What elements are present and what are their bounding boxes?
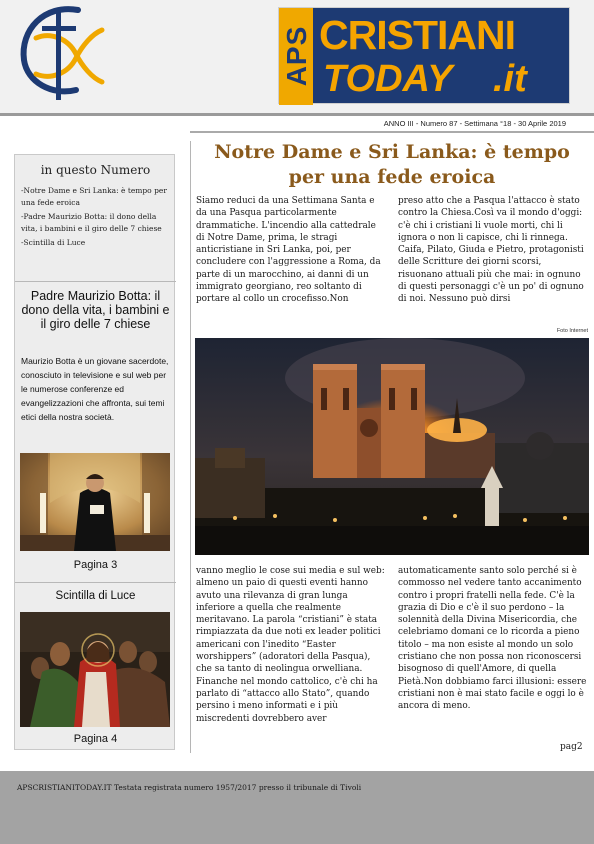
brand-line-1: CRISTIANI (319, 12, 515, 58)
toc-heading: in questo Numero (40, 163, 151, 177)
toc-item[interactable]: -Notre Dame e Sri Lanka: è tempo per una fede eroica (21, 186, 167, 207)
sidebar (14, 154, 175, 750)
feature-page-botta[interactable]: Pagina 3 (73, 559, 118, 571)
article-column-2-top: preso atto che a Pasqua l'attacco è stato contro la Chiesa.Così va il mondo d'oggi: c'è chi i cristiani li vuole morti, chi li ignora o non li capisce, chi li rinnega. Caifa, Pilato, Giuda e Pietro, protagonisti delle Scritture dei giorni scorsi, risuonano attuali più che mai: in ognuno di questi personaggi c'è un po' di ognuno di noi. Nessuno può dirsi (398, 196, 584, 305)
feature-title-botta[interactable]: Padre Maurizio Botta: il dono della vita, i bambini e il giro delle 7 chiese (21, 289, 170, 331)
article-column-2-bottom: automaticamente santo solo perché si è commosso nel vedere tanto accanimento contro i propri fratelli nella fede. C'è la grazia di Dio e c'è il suo perdono – la solennità della Divina Misericordia, che celebriamo domani ce lo ricorda a pieno titolo – ma non esiste al mondo un solo cristiano che non possa non riconoscersi bisognoso di quell'Amore, di quella Pietà.Non dobbiamo farci illusioni: essere cristiani non è mai stato facile e oggi lo è ancora di meno. (398, 566, 587, 712)
sidebar-divider (15, 582, 176, 583)
notre-dame-fire-photo (195, 338, 589, 555)
brand-masthead (278, 7, 570, 104)
footer-registration: APSCRISTIANITODAY.IT Testata registrata numero 1957/2017 presso il tribunale di Tivoli (17, 783, 362, 792)
masthead-header (0, 0, 594, 116)
feature-page-scintilla[interactable]: Pagina 4 (73, 733, 118, 745)
footer (0, 771, 594, 844)
toc-list (21, 185, 173, 251)
sidebar-divider (15, 281, 176, 282)
header-divider (0, 113, 594, 116)
article-column-1-bottom: vanno meglio le cose sui media e sul web: almeno un paio di questi eventi hanno avuto una rilevanza di gran lunga inferiore a quella che realmente meritavano. La parola “cristiani” è stata rimpiazzata da due noti ex leader politici americani con l'inedito “Easter worshippers” (adoratori della Pasqua), che sa tanto di neolingua orwelliana. Finanche nel mondo cattolico, c'è chi ha parlato di “attacco allo Stato”, quando persino i meno informati e i più miscredenti dovrebbero aver (196, 566, 385, 724)
brand-prefix: APS (281, 25, 312, 87)
feature-title-scintilla[interactable]: Scintilla di Luce (55, 590, 136, 602)
continued-page-link[interactable]: pag2 (560, 742, 583, 752)
priest-photo (20, 453, 170, 551)
fish-cross-logo-icon (16, 4, 108, 104)
article-headline: Notre Dame e Sri Lanka: è tempo per una fede eroica (214, 141, 570, 188)
jesus-painting (20, 612, 170, 727)
feature-summary-botta: Maurizio Botta è un giovane sacerdote, conosciuto in televisione e sul web per le numerose conferenze ed evangelizzazioni che affronta, sui temi etici della nostra società. (21, 356, 169, 422)
aps-band (279, 8, 313, 105)
issue-divider (190, 131, 594, 133)
toc-item[interactable]: -Padre Maurizio Botta: il dono della vita, i bambini e il giro delle 7 chiese (21, 212, 162, 233)
brand-line-2: TODAY (323, 58, 453, 100)
photo-credit: Foto Internet (556, 328, 588, 334)
issue-info: ANNO III - Numero 87 - Settimana °18 - 30 Aprile 2019 (383, 119, 566, 128)
toc-item[interactable]: -Scintilla di Luce (21, 238, 86, 247)
brand-suffix: .it (493, 58, 527, 100)
column-divider (190, 141, 191, 753)
article-column-1-top: Siamo reduci da una Settimana Santa e da una Pasqua particolarmente drammatiche. L'incendio alla cattedrale di Notre Dame, prima, le stragi anticristiane in Sri Lanka, poi, per concludere con l'aggressione a Roma, da parte di un marocchino, ai danni di un immigrato georgiano, reo soltanto di portare al collo un crocefisso.Non (196, 196, 381, 305)
